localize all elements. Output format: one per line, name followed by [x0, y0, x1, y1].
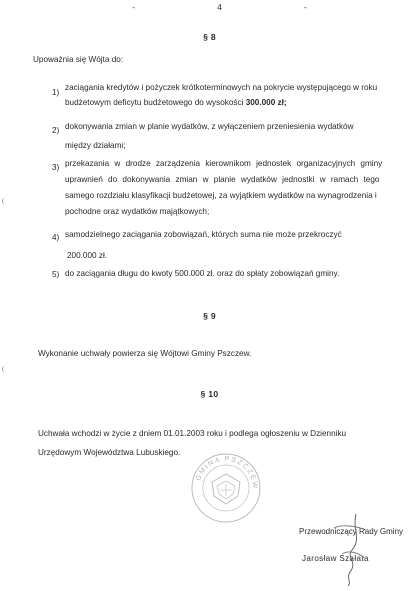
item-number: 1) — [52, 88, 60, 97]
item-text-line: 200.000 zł. — [67, 251, 108, 260]
section-10-text-line: Urzędowym Województwa Lubuskiego. — [38, 448, 181, 457]
page-number: - 4 - — [132, 3, 347, 12]
item-text-line: dokonywania zmian w planie wydatków, z wyłączeniem przeniesienia wydatków — [65, 122, 354, 131]
item-text-line: zaciągania kredytów i pożyczek krótkoterminowych na pokrycie występującego w roku — [65, 83, 378, 92]
item-text-line: uprawnień do dokonywania zmian w planie wydatków jednostki w ramach tego — [65, 175, 380, 184]
amount-bold: 300.000 zł; — [245, 98, 287, 107]
item-text-line: pochodne oraz wydatków majątkowych; — [65, 207, 210, 216]
item-text-line: między działami; — [65, 141, 126, 150]
signature-name: Jarosław Szałata — [302, 554, 369, 563]
punch-hole-mark — [2, 198, 9, 204]
item-number: 4) — [52, 233, 60, 242]
section-9-text: Wykonanie uchwały powierza się Wójtowi Gminy Pszczew. — [38, 349, 252, 358]
item-number: 5) — [52, 270, 60, 279]
item-text-line: do zaciągania długu do kwoty 500.000 zł. oraz do spłaty zobowiązań gminy. — [65, 269, 340, 278]
item-number: 3) — [52, 163, 60, 172]
signature-title: Przewodniczący Rady Gminy — [299, 527, 404, 536]
section-8-heading: § 8 — [203, 32, 216, 42]
section-10-text-line: Uchwała wchodzi w życie z dniem 01.01.2003 roku i podlega ogłoszeniu w Dzienniku — [38, 429, 347, 438]
item-text-line: samego rozdziału klasyfikacji budżetowej, za wyjątkiem wydatków na wynagrodzenia i — [65, 191, 377, 200]
item-text-line: budżetowym deficytu budżetowego do wysokości 300.000 zł; — [65, 98, 287, 107]
punch-hole-mark — [2, 366, 9, 372]
item-text-line: samodzielnego zaciągania zobowiązań, których suma nie może przekroczyć — [65, 230, 342, 239]
svg-text:GMINA PSZCZEW: GMINA PSZCZEW — [194, 455, 259, 491]
item-number: 2) — [52, 126, 60, 135]
official-seal-stamp — [190, 452, 262, 524]
section-10-heading: § 10 — [200, 389, 219, 399]
handwritten-signature — [322, 510, 382, 588]
item-text-line: przekazania w drodze zarządzenia kierownikom jednostek organizacyjnych gminy — [65, 159, 383, 168]
section-9-heading: § 9 — [203, 311, 216, 321]
section-8-intro: Upoważnia się Wójta do: — [33, 55, 124, 64]
